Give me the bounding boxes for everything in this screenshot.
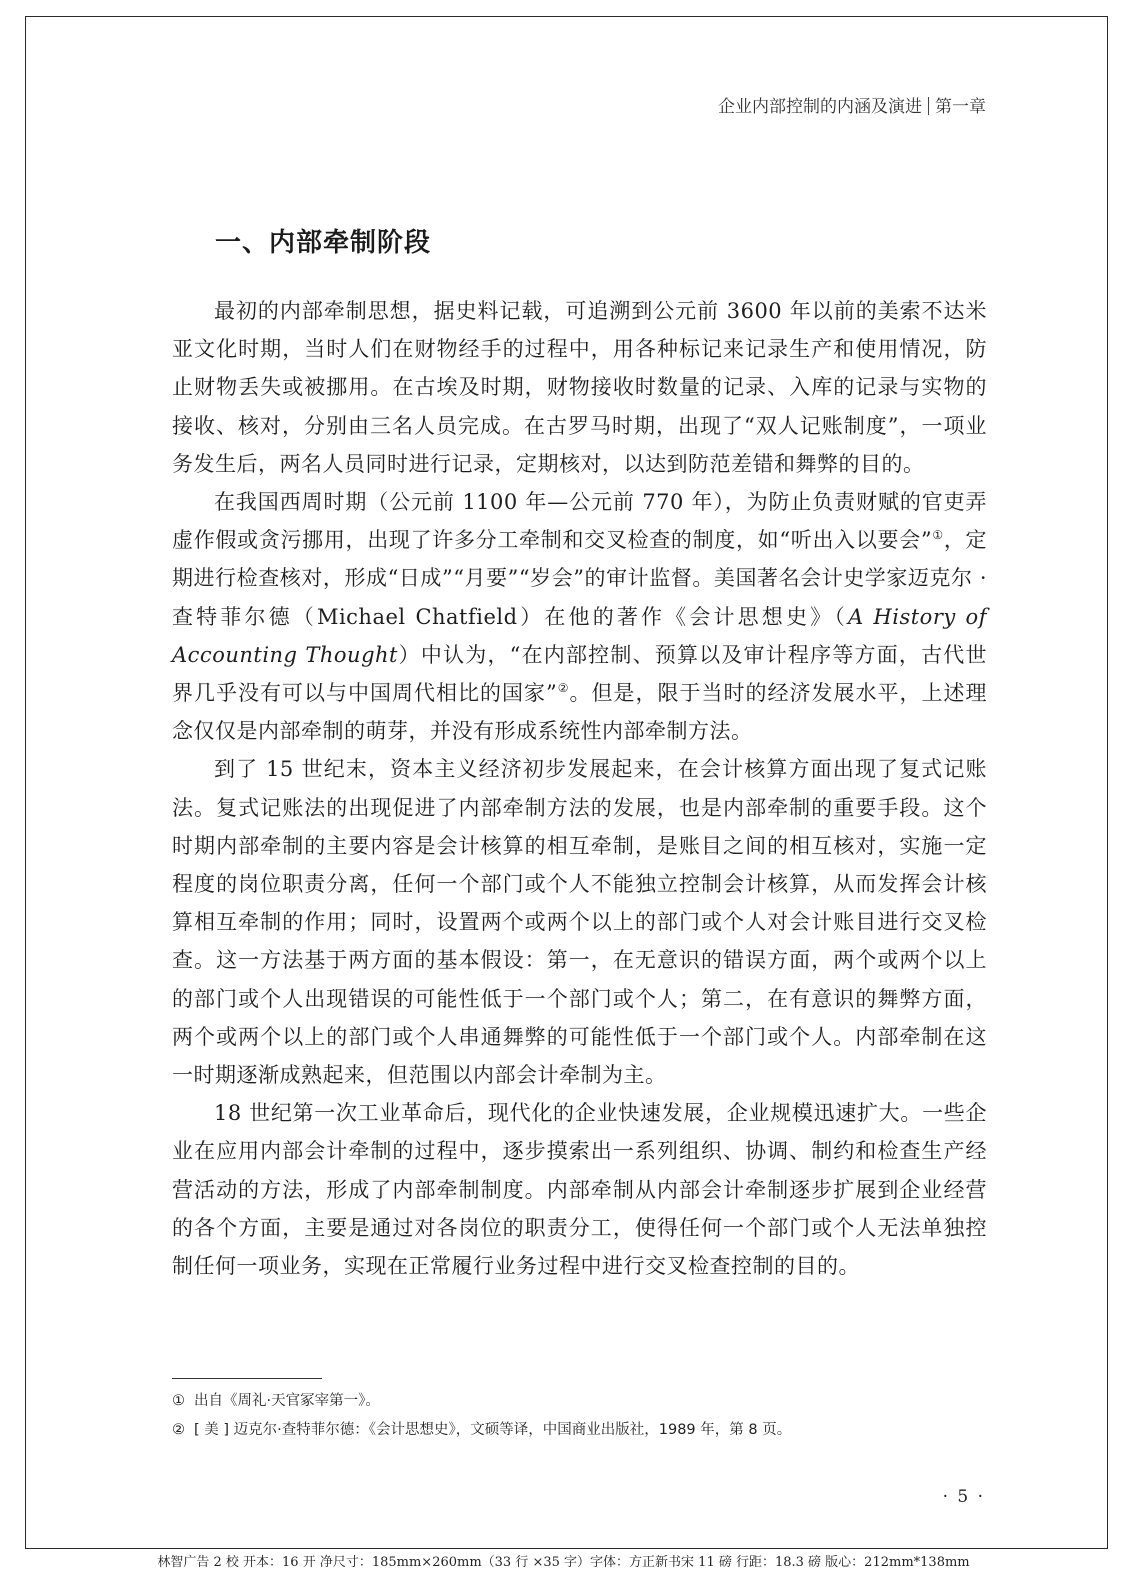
footnote-mark: ② [172, 1422, 185, 1438]
chapter-label: 第一章 [935, 97, 986, 117]
paragraph-2 [172, 483, 987, 750]
header-divider [928, 97, 929, 115]
print-info-line: 林智广告 2 校 开本：16 开 净尺寸：185mm×260mm（33 行 ×35 字）字体：方正新书宋 11 磅 行距：18.3 磅 版心：212mm*138mm [157, 1555, 970, 1570]
page-number: · 5 · [942, 1487, 985, 1507]
footnote-text: [ 美 ] 迈克尔·查特菲尔德：《会计思想史》，文硕等译，中国商业出版社，1989 年，第 8 页。 [194, 1422, 792, 1438]
body-text [172, 292, 987, 1285]
footnote-mark: ① [172, 1393, 185, 1409]
paragraph-2-part-3: ）中认为，“在内部控制、预算以及审计程序等方面，古代世界几乎没有可以与中国周代相比的国家” [172, 642, 987, 706]
paragraph-2-part-1: 在我国西周时期（公元前 1100 年—公元前 770 年），为防止负责财赋的官吏弄虚作假或贪污挪用，出现了许多分工牵制和交叉检查的制度，如“听出入以要会” [172, 490, 987, 553]
running-header [718, 92, 986, 117]
footnote-1 [172, 1390, 987, 1412]
footnote-text: 出自《周礼·天官冢宰第一》。 [194, 1393, 380, 1409]
footnote-rule [172, 1378, 322, 1379]
footnotes [172, 1390, 987, 1448]
footnote-ref-1: ① [932, 528, 944, 543]
paragraph-1: 最初的内部牵制思想，据史料记载，可追溯到公元前 3600 年以前的美索不达米亚文化时期，当时人们在财物经手的过程中，用各种标记来记录生产和使用情况，防止财物丢失或被挪用。在古埃及时期，财物接收时数量的记录、入库的记录与实物的接收、核对，分别由三名人员完成。在古罗马时期，出现了“双人记账制度”，一项业务发生后，两名人员同时进行记录，定期核对，以达到防范差错和舞弊的目的。 [172, 299, 987, 476]
footnote-2 [172, 1419, 987, 1441]
paragraph-4: 18 世纪第一次工业革命后，现代化的企业快速发展，企业规模迅速扩大。一些企业在应用内部会计牵制的过程中，逐步摸索出一系列组织、协调、制约和检查生产经营活动的方法，形成了内部牵制制度。内部牵制从内部会计牵制逐步扩展到企业经营的各个方面，主要是通过对各岗位的职责分工，使得任何一个部门或个人无法单独控制任何一项业务，实现在正常履行业务过程中进行交叉检查控制的目的。 [172, 1101, 987, 1279]
paragraph-3: 到了 15 世纪末，资本主义经济初步发展起来，在会计核算方面出现了复式记账法。复式记账法的出现促进了内部牵制方法的发展，也是内部牵制的重要手段。这个时期内部牵制的主要内容是会计核算的相互牵制，是账目之间的相互核对，实施一定程度的岗位职责分离，任何一个部门或个人不能独立控制会计核算，从而发挥会计核算相互牵制的作用；同时，设置两个或两个以上的部门或个人对会计账目进行交叉检查。这一方法基于两方面的基本假设：第一，在无意识的错误方面，两个或两个以上的部门或个人出现错误的可能性低于一个部门或个人；第二，在有意识的舞弊方面，两个或两个以上的部门或个人串通舞弊的可能性低于一个部门或个人。内部牵制在这一时期逐渐成熟起来，但范围以内部会计牵制为主。 [172, 757, 987, 1088]
footnote-ref-2: ② [557, 681, 570, 696]
chapter-title: 企业内部控制的内涵及演进 [718, 97, 922, 117]
paragraph-2-part-4: 。但是，限于当时的经济发展水平，上述理念仅仅是内部牵制的萌芽，并没有形成系统性内部牵制方法。 [172, 681, 987, 744]
section-title: 一、内部牵制阶段 [215, 228, 432, 258]
paragraph-2-part-2: ，定期进行检查核对，形成“日成”“月要”“岁会”的审计监督。美国著名会计史学家迈克尔 · 查特菲尔德（Michael Chatfield）在他的著作《会计思想史》（ [172, 528, 988, 629]
book-title-english: A History of Accounting Thought [172, 604, 987, 667]
